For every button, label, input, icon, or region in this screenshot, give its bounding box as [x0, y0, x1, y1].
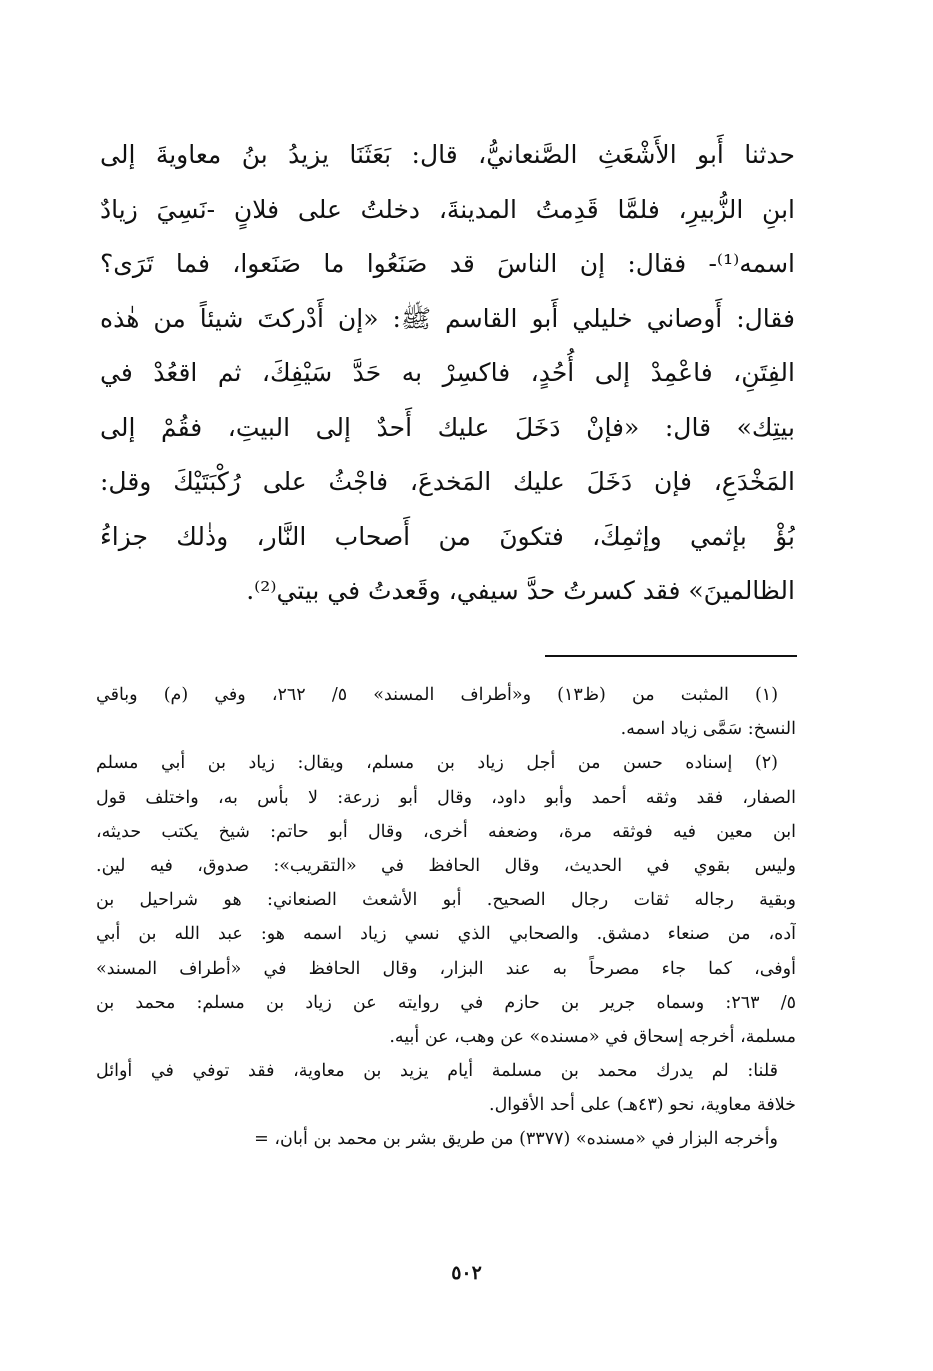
main-line: ابنِ الزُّبيرِ، فلمَّا قَدِمتُ المدينةَ، دخلتُ على فلانٍ -نَسِيَ زيادٌ — [100, 194, 795, 224]
main-line: المَخْدَعِ، فإن دَخَلَ عليك المَخدعَ، فاجْثُ على رُكْبَتَيْكَ وقل: — [100, 467, 795, 496]
footnote-line: وبقية رجاله ثقات رجال الصحيح. أبو الأشعث الصنعاني: هو شراحيل بن — [96, 890, 796, 911]
footnote-line: وليس بقوي في الحديث، وقال الحافظ في «التقريب»: صدوق، فيه لين. — [96, 855, 796, 876]
footnote-line: ابن معين فيه فوثقه مرة، وضعفه أخرى، وقال أبو حاتم: شيخ يكتب حديثه، — [96, 821, 796, 842]
footnote-line: مسلمة، أخرجه إسحاق في «مسنده» عن وهب، عن أبيه. — [389, 1026, 796, 1047]
footnote-line: قلنا: لم يدرك محمد بن مسلمة أيام يزيد بن معاوية، فقد توفي في أوائل — [96, 1061, 778, 1082]
footnote-line: آده، من صنعاء دمشق. والصحابي الذي نسي زياد اسمه هو: عبد الله بن أبي — [96, 924, 796, 945]
footnote-line: خلافة معاوية، نحو (٤٣هـ) على أحد الأقوال. — [489, 1095, 796, 1116]
footnote-line: (٢) إسناده حسن من أجل زياد بن مسلم، ويقال: زياد بن أبي مسلم — [96, 753, 778, 774]
main-line: حدثنا أَبو الأَشْعَثِ الصَّنعانيُّ، قال: بَعَثَنَا يزيدُ بنُ معاويةَ إلى — [100, 140, 795, 169]
footnote-line: النسخ: سَمَّى زياد اسمه. — [620, 719, 796, 740]
footnote-line: وأخرجه البزار في «مسنده» (٣٣٧٧) من طريق بشر بن محمد بن أبان، = — [254, 1129, 778, 1150]
footnote-separator — [545, 655, 797, 657]
footnote-line: الصفار، فقد وثقه أحمد وأبو داود، وقال أبو زرعة: لا بأس به، واختلف قول — [96, 787, 796, 808]
main-line: بُؤْ بإثمي وإثمِكَ، فتكونَ من أَصحاب النَّار، وذٰلك جزاءُ — [100, 521, 795, 551]
footnote-line: ٥/ ٢٦٣: وسماه جرير بن حازم في روايته عن زياد بن مسلم: محمد بن — [96, 992, 796, 1013]
page-number: ٥٠٢ — [451, 1262, 482, 1284]
main-line: الظالمينَ» فقد كسرتُ حدَّ سيفي، وقَعدتُ في بيتي⁽²⁾. — [246, 576, 795, 605]
main-line: فقال: أَوصاني خليلي أَبو القاسم ﷺ: «إن أَدْركتَ شيئاً من هٰذه — [100, 303, 795, 333]
footnotes — [96, 678, 796, 1157]
footnote-line: أوفى، كما جاء مصرحاً به عند البزار، وقال الحافظ في «أطراف المسند» — [96, 958, 796, 979]
footnote-line: (١) المثبت من (ظ١٣) و«أطراف المسند» ٥/ ٢٦٢، وفي (م) وباقي — [96, 685, 779, 705]
main-line: بيتِك» قال: «فإنْ دَخَلَ عليك أَحدٌ إلى البيتِ، فقُمْ إلى — [100, 412, 795, 442]
main-line: الفِتَنِ، فاعْمِدْ إلى أُحُدٍ، فاكسِرْ به حَدَّ سَيْفِكَ، ثم اقعُدْ في — [100, 358, 795, 387]
main-hadith-text — [100, 128, 795, 619]
main-line: اسمه⁽¹⁾- فقال: إن الناسَ قد صَنَعُوا ما صَنَعوا، فما تَرَى؟ — [100, 249, 795, 278]
